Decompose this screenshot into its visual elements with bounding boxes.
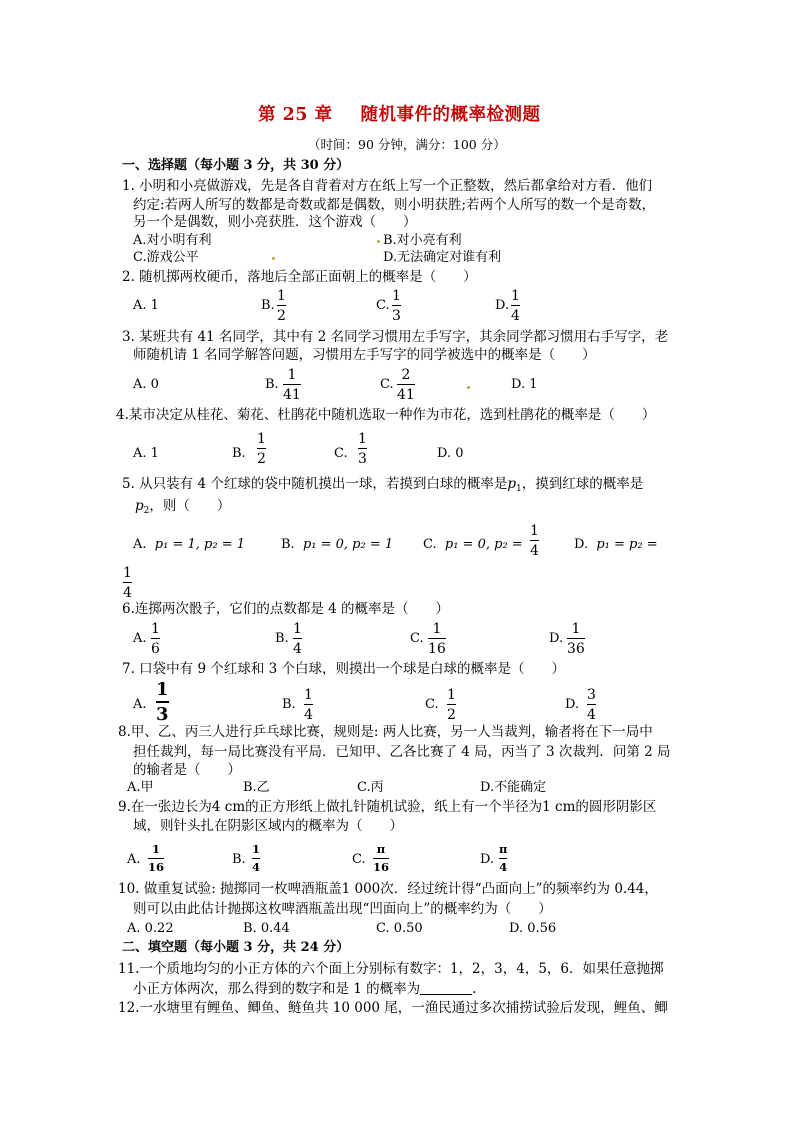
q7-option-c-label: C.	[425, 697, 439, 712]
numerator: 1	[293, 621, 302, 637]
numerator: 1	[447, 687, 456, 703]
stray-mark	[467, 386, 470, 389]
q6-option-b-fraction	[293, 622, 302, 656]
denominator: 4	[511, 308, 520, 324]
q1-option-d: D.无法确定对谁有利	[383, 250, 502, 265]
q2-option-b-label: B.	[261, 298, 275, 313]
denominator: 4	[304, 707, 313, 723]
numerator: 1	[252, 842, 261, 856]
q6-option-a-fraction	[151, 622, 160, 656]
q3-option-c-label: C.	[380, 377, 394, 392]
q7-stem: 7. 口袋中有 9 个红球和 3 个白球，则摸出一个球是白球的概率是（ ）	[122, 661, 566, 677]
q7-option-b-fraction	[304, 688, 313, 722]
numerator: 1	[123, 565, 132, 581]
numerator: π	[376, 842, 386, 856]
numerator: 1	[257, 431, 266, 447]
q12-line-1: 12.一水塘里有鲤鱼、鲫鱼、鲢鱼共 10 000 尾，一渔民通过多次捕捞试验后发现，鲤鱼、鲫	[118, 1000, 668, 1016]
denominator: 4	[123, 585, 132, 601]
q7-option-a-label: A.	[133, 697, 147, 712]
q1-line-2: 约定:若两人所写的数都是奇数或都是偶数，则小明获胜;若两个人所写的数一个是奇数，	[133, 197, 656, 213]
q10-option-a: A. 0.22	[127, 921, 174, 936]
numerator: 1	[511, 288, 520, 304]
q6-option-d-fraction	[567, 622, 585, 656]
q1-line-3: 另一个是偶数，则小亮获胜．这个游戏（ ）	[133, 214, 417, 230]
denominator: 4	[587, 707, 596, 723]
q8-option-b: B.乙	[243, 780, 270, 795]
q9-option-b-fraction	[252, 844, 260, 873]
q2-stem: 2. 随机掷两枚硬币，落地后全部正面朝上的概率是（ ）	[122, 269, 477, 285]
q8-option-a: A.甲	[127, 780, 154, 795]
q9-line-1: 9.在一张边长为4 cm的正方形纸上做扎针随机试验，纸上有一个半径为1 cm的圆形阴影区	[118, 799, 657, 815]
q5-option-d: D. p₁ = p₂ =	[574, 537, 658, 552]
denominator: 4	[530, 543, 539, 559]
q9-option-a-label: A.	[127, 852, 141, 867]
q8-line-1: 8.甲、乙、丙三人进行乒乓球比赛，规则是: 两人比赛，另一人当裁判，输者将在下一局中	[118, 724, 653, 740]
q2-option-b-fraction	[277, 289, 286, 323]
topic-label: 随机事件的概率检测题	[360, 105, 541, 125]
q1-option-b: B.对小亮有利	[383, 233, 462, 248]
q4-option-c-fraction	[358, 432, 367, 466]
q2-option-d-fraction	[511, 289, 520, 323]
denominator: 16	[373, 859, 390, 874]
numerator: 1	[530, 523, 539, 539]
q3-line-1: 3. 某班共有 41 名同学，其中有 2 名同学习惯用左手写字，其余同学都习惯用右手写字，老	[122, 329, 669, 345]
q9-option-a-fraction	[148, 844, 164, 873]
numerator: 1	[152, 842, 161, 856]
q5-stem-part2: ，摸到红球的概率是	[521, 476, 644, 492]
q1-line-1: 1. 小明和小亮做游戏，先是各自背着对方在纸上写一个正整数，然后都拿给对方看．他们	[122, 178, 653, 194]
q10-line-2: 则可以由此估计抛掷这枚啤酒瓶盖出现“凹面向上”的概率约为（ ）	[133, 901, 552, 917]
q8-option-d: D.不能确定	[480, 780, 547, 795]
stray-mark	[272, 257, 275, 260]
q9-option-c-fraction	[373, 844, 389, 873]
numerator: 1	[571, 621, 581, 637]
q4-option-b-label: B.	[232, 446, 246, 461]
section-heading-fill-in: 二、填空题（每小题 3 分，共 24 分）	[122, 940, 350, 955]
q6-option-c-fraction	[428, 622, 446, 656]
q3-option-b-fraction	[283, 368, 301, 402]
q4-option-c-label: C.	[334, 446, 348, 461]
q3-option-a: A. 0	[133, 377, 159, 392]
q7-option-a-fraction	[156, 681, 169, 724]
q4-option-a: A. 1	[133, 446, 159, 461]
q7-option-d-fraction	[587, 688, 596, 722]
q9-option-d-fraction	[499, 844, 507, 873]
q9-option-c-label: C.	[352, 852, 366, 867]
q1-option-c: C.游戏公平	[133, 250, 199, 265]
q5-line-2	[135, 500, 230, 516]
q3-option-b-label: B.	[265, 377, 279, 392]
q6-option-b-label: B.	[275, 631, 289, 646]
denominator: 4	[252, 859, 261, 874]
q7-option-d-label: D.	[565, 697, 580, 712]
denominator: 3	[392, 308, 401, 324]
q9-line-2: 域，则针头扎在阴影区域内的概率为（ ）	[133, 818, 403, 834]
denominator: 16	[428, 641, 446, 657]
answer-blank[interactable]	[420, 982, 472, 995]
denominator: 6	[151, 641, 160, 657]
exam-subtitle: （时间：90 分钟，满分：100 分）	[308, 137, 506, 152]
numerator: 1	[277, 288, 286, 304]
section-heading-choice: 一、选择题（每小题 3 分，共 30 分）	[122, 158, 350, 173]
q3-option-d: D. 1	[511, 377, 538, 392]
q2-option-c-fraction	[392, 289, 401, 323]
q5-option-c: C. p₁ = 0, p₂ =	[423, 537, 523, 552]
q8-line-3: 的输者是（ ）	[133, 762, 241, 778]
q6-stem: 6.连掷两次骰子，它们的点数都是 4 的概率是（ ）	[122, 601, 450, 617]
denominator: 41	[397, 387, 415, 403]
q2-option-c-label: C.	[376, 298, 390, 313]
q4-option-d: D. 0	[437, 446, 464, 461]
q8-line-2: 担任裁判，每一局比赛没有平局．已知甲、乙各比赛了 4 局，丙当了 3 次裁判．问第 2 局	[133, 744, 671, 760]
q2-option-d-label: D.	[495, 298, 510, 313]
denominator: 4	[499, 859, 508, 874]
denominator: 3	[358, 451, 367, 467]
numerator: 1	[287, 367, 297, 383]
q3-option-c-fraction	[397, 368, 415, 402]
q6-option-c-label: C.	[410, 631, 424, 646]
q6-option-d-label: D.	[549, 631, 564, 646]
q4-stem: 4.某市决定从桂花、菊花、杜鹃花中随机选取一种作为市花，选到杜鹃花的概率是（ ）	[116, 407, 656, 423]
denominator: 16	[148, 859, 165, 874]
denominator: 2	[447, 707, 456, 723]
stray-mark	[377, 240, 380, 243]
numerator: π	[499, 842, 508, 856]
q5-option-a: A. p₁ = 1, p₂ = 1	[133, 537, 245, 552]
q5-line-1	[122, 478, 643, 494]
q1-option-a: A.对小明有利	[133, 233, 212, 248]
numerator: 1	[151, 621, 160, 637]
p2-symbol: $p_2$	[135, 498, 150, 516]
q5-stem-part3: ，则（ ）	[149, 498, 231, 514]
q7-option-b-label: B.	[282, 697, 296, 712]
q11-line-1: 11.一个质地均匀的小正方体的六个面上分别标有数字：1，2，3，4，5，6．如果任意抛掷	[118, 961, 664, 977]
denominator: 2	[257, 451, 266, 467]
numerator: 2	[401, 367, 411, 383]
q4-option-b-fraction	[257, 432, 266, 466]
denominator: 3	[156, 704, 169, 725]
q9-option-b-label: B.	[232, 852, 246, 867]
numerator: 3	[587, 687, 596, 703]
page-title	[258, 107, 541, 125]
q2-option-a: A. 1	[133, 298, 159, 313]
q8-option-c: C.丙	[357, 780, 384, 795]
numerator: 1	[304, 687, 313, 703]
q5-stem-part1: 5. 从只装有 4 个红球的袋中随机摸出一球，若摸到白球的概率是	[122, 476, 508, 492]
q10-option-c: C. 0.50	[376, 921, 423, 936]
numerator: 1	[392, 288, 401, 304]
numerator: 1	[358, 431, 367, 447]
q5-option-b: B. p₁ = 0, p₂ = 1	[281, 537, 394, 552]
denominator: 4	[293, 641, 302, 657]
q10-line-1: 10. 做重复试验: 抛掷同一枚啤酒瓶盖1 000次．经过统计得“凸面向上”的频率约为 0.44，	[118, 881, 658, 897]
chapter-label: 第 25 章	[258, 105, 333, 125]
numerator: 1	[432, 621, 442, 637]
q10-option-d: D. 0.56	[509, 921, 557, 936]
q6-option-a-label: A.	[133, 631, 147, 646]
q11-line-2: 小正方体两次，那么得到的数字和是 1 的概率为 .	[133, 981, 477, 997]
p1-symbol: $p_1$	[507, 476, 522, 494]
q10-option-b: B. 0.44	[243, 921, 290, 936]
q3-line-2: 师随机请 1 名同学解答问题，习惯用左手写字的同学被选中的概率是（ ）	[133, 347, 596, 363]
q9-option-d-label: D.	[480, 852, 495, 867]
denominator: 36	[567, 641, 585, 657]
q5-option-c-fraction	[530, 524, 539, 558]
q5-option-d-fraction	[123, 566, 132, 600]
q7-option-c-fraction	[447, 688, 456, 722]
denominator: 41	[283, 387, 301, 403]
numerator: 1	[156, 679, 169, 700]
denominator: 2	[277, 308, 286, 324]
